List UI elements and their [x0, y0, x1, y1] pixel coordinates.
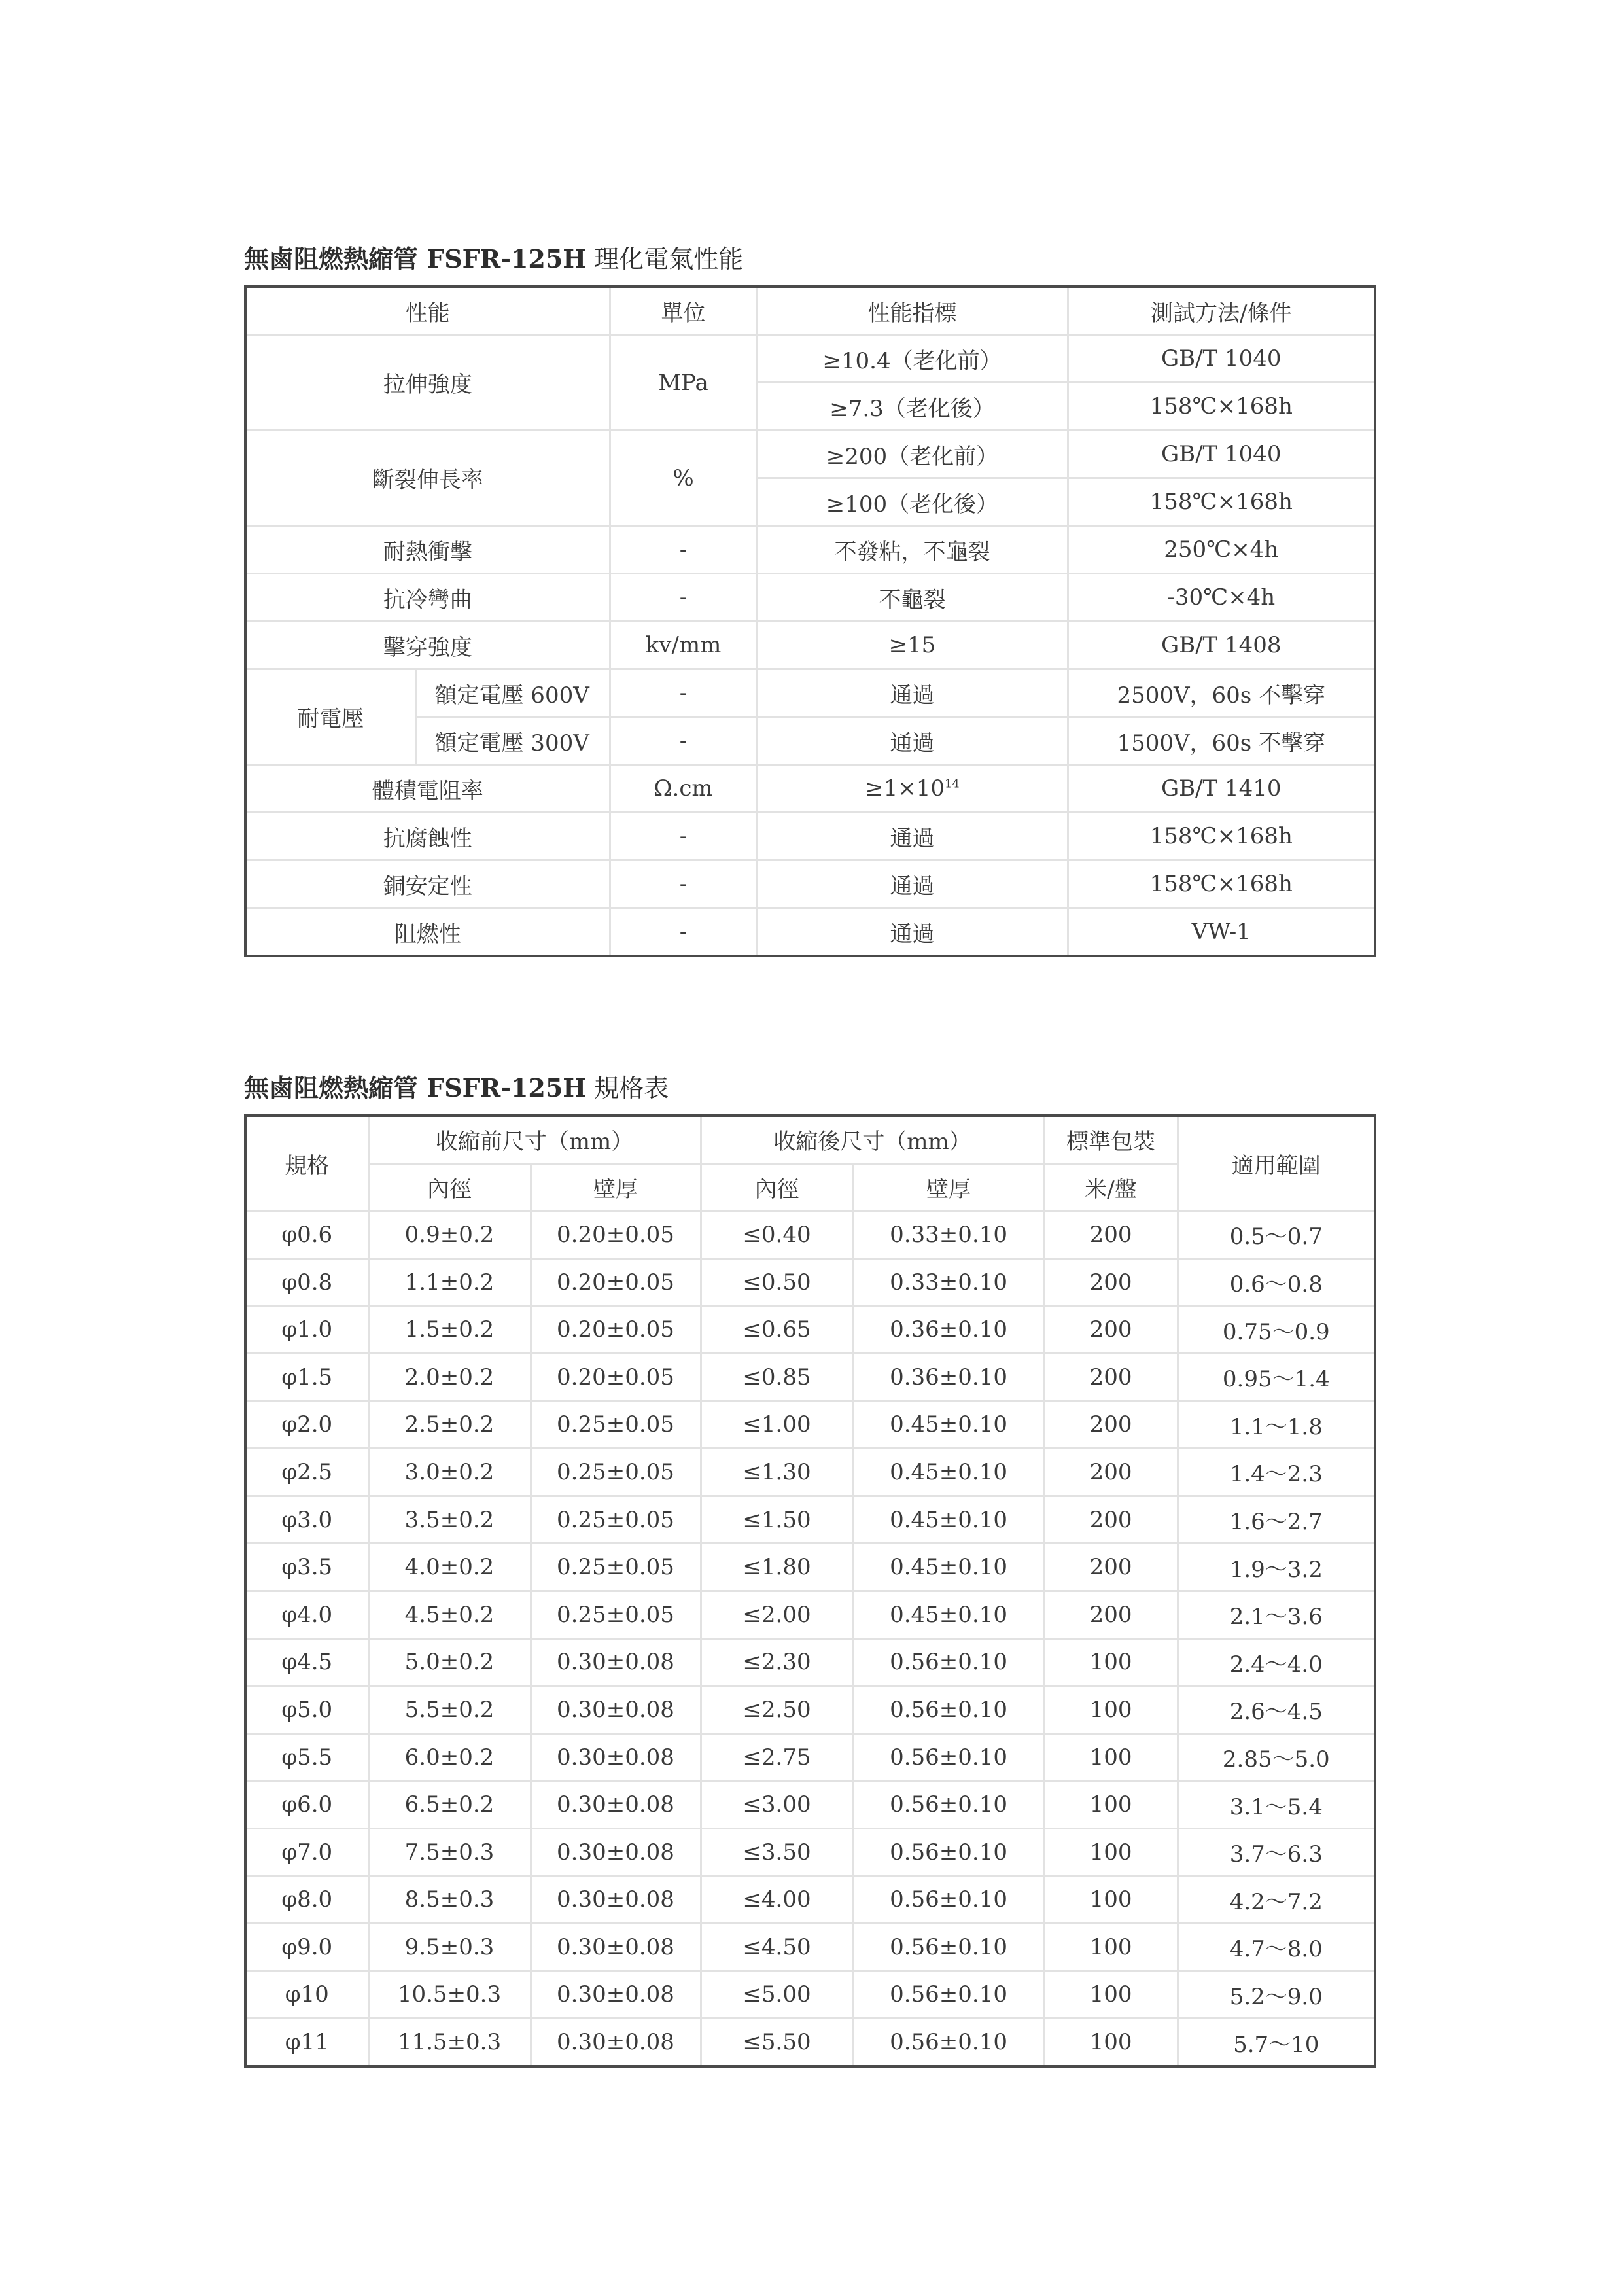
range-cell: 0.95～1.4 — [1178, 1353, 1375, 1401]
resistivity-spec: $\ge 1\times 10^{14}$ — [757, 765, 1068, 813]
table-row — [245, 1353, 1375, 1401]
inner-after-cell: ≤5.00 — [701, 1971, 853, 2019]
table-row — [245, 1211, 1375, 1259]
range-cell: 4.2～7.2 — [1178, 1876, 1375, 1924]
inner-after-cell: ≤0.85 — [701, 1353, 853, 1401]
inner-after-cell: ≤5.50 — [701, 2019, 853, 2066]
range-cell: 1.9～3.2 — [1178, 1544, 1375, 1591]
table-row — [245, 431, 1375, 478]
package-cell: 100 — [1044, 1971, 1178, 2019]
wall-after-cell: 0.33±0.10 — [853, 1211, 1044, 1259]
spec-cell: φ3.0 — [245, 1496, 368, 1544]
table-row — [245, 1306, 1375, 1354]
wall-before-cell: 0.25±0.05 — [531, 1449, 701, 1496]
wall-after-cell: 0.33±0.10 — [853, 1258, 1044, 1306]
wall-after-cell: 0.56±0.10 — [853, 1733, 1044, 1781]
table-row — [245, 335, 1375, 383]
table-row — [245, 1638, 1375, 1686]
table-row — [245, 1449, 1375, 1496]
copper-unit: - — [610, 860, 757, 908]
header-after: 收縮後尺寸（mm） — [701, 1116, 1044, 1163]
table-row — [245, 1591, 1375, 1638]
inner-before-cell: 5.5±0.2 — [368, 1686, 531, 1734]
tensile-label: 拉伸強度 — [245, 335, 610, 431]
wall-after-cell: 0.56±0.10 — [853, 1924, 1044, 1971]
wall-before-cell: 0.25±0.05 — [531, 1591, 701, 1638]
table-row — [245, 1876, 1375, 1924]
wall-before-cell: 0.30±0.08 — [531, 1828, 701, 1876]
cold-bend-method: -30℃×4h — [1068, 574, 1375, 622]
wall-before-cell: 0.25±0.05 — [531, 1544, 701, 1591]
table-row — [245, 1544, 1375, 1591]
elongation-unit: % — [610, 431, 757, 526]
wall-after-cell: 0.45±0.10 — [853, 1401, 1044, 1449]
inner-after-cell: ≤1.80 — [701, 1544, 853, 1591]
header-spec: 性能指標 — [757, 287, 1068, 335]
wall-before-cell: 0.25±0.05 — [531, 1401, 701, 1449]
resistivity-method: GB/T 1410 — [1068, 765, 1375, 813]
spec-cell: φ5.0 — [245, 1686, 368, 1734]
header-property: 性能 — [245, 287, 610, 335]
elongation-spec1: ≥200（老化前） — [757, 431, 1068, 478]
inner-after-cell: ≤2.50 — [701, 1686, 853, 1734]
wall-after-cell: 0.36±0.10 — [853, 1306, 1044, 1354]
table-row — [245, 622, 1375, 669]
table-row — [245, 908, 1375, 957]
header-spec: 規格 — [245, 1116, 368, 1211]
copper-method: 158℃×168h — [1068, 860, 1375, 908]
flame-method: VW-1 — [1068, 908, 1375, 957]
inner-before-cell: 6.5±0.2 — [368, 1781, 531, 1829]
table-row — [245, 526, 1375, 574]
elongation-method2: 158℃×168h — [1068, 478, 1375, 526]
inner-after-cell: ≤0.65 — [701, 1306, 853, 1354]
inner-after-cell: ≤0.50 — [701, 1258, 853, 1306]
header-inner-after: 內徑 — [701, 1163, 853, 1211]
flame-unit: - — [610, 908, 757, 957]
spec-cell: φ2.0 — [245, 1401, 368, 1449]
voltage-sub2-method: 1500V，60s 不擊穿 — [1068, 717, 1375, 765]
voltage-sub1-spec: 通過 — [757, 669, 1068, 717]
table-row — [245, 1733, 1375, 1781]
package-cell: 200 — [1044, 1353, 1178, 1401]
cold-bend-unit: - — [610, 574, 757, 622]
properties-table — [244, 285, 1376, 957]
corrosion-method: 158℃×168h — [1068, 813, 1375, 860]
spec-cell: φ8.0 — [245, 1876, 368, 1924]
spec-cell: φ1.5 — [245, 1353, 368, 1401]
copper-spec: 通過 — [757, 860, 1068, 908]
wall-after-cell: 0.45±0.10 — [853, 1591, 1044, 1638]
package-cell: 100 — [1044, 1686, 1178, 1734]
table-row — [245, 1781, 1375, 1829]
table-row — [245, 765, 1375, 813]
package-cell: 200 — [1044, 1496, 1178, 1544]
inner-before-cell: 5.0±0.2 — [368, 1638, 531, 1686]
package-cell: 100 — [1044, 1781, 1178, 1829]
wall-before-cell: 0.25±0.05 — [531, 1496, 701, 1544]
tensile-spec2: ≥7.3（老化後） — [757, 383, 1068, 431]
table-row — [245, 1828, 1375, 1876]
spec-cell: φ6.0 — [245, 1781, 368, 1829]
wall-before-cell: 0.30±0.08 — [531, 2019, 701, 2066]
package-cell: 200 — [1044, 1591, 1178, 1638]
heat-shock-spec: 不發粘，不龜裂 — [757, 526, 1068, 574]
wall-after-cell: 0.56±0.10 — [853, 1638, 1044, 1686]
inner-after-cell: ≤2.00 — [701, 1591, 853, 1638]
range-cell: 3.1～5.4 — [1178, 1781, 1375, 1829]
voltage-sub2-unit: - — [610, 717, 757, 765]
inner-before-cell: 4.5±0.2 — [368, 1591, 531, 1638]
properties-title: 無鹵阻燃熱縮管 FSFR-125H 理化電氣性能 — [244, 244, 744, 274]
resistivity-exponent: 14 — [944, 777, 960, 791]
range-cell: 0.75～0.9 — [1178, 1306, 1375, 1354]
header-package: 標準包裝 — [1044, 1116, 1178, 1163]
inner-after-cell: ≤0.40 — [701, 1211, 853, 1259]
package-cell: 200 — [1044, 1306, 1178, 1354]
spec-cell: φ1.0 — [245, 1306, 368, 1354]
package-cell: 100 — [1044, 2019, 1178, 2066]
wall-after-cell: 0.56±0.10 — [853, 1686, 1044, 1734]
table-row — [245, 1971, 1375, 2019]
heat-shock-unit: - — [610, 526, 757, 574]
wall-before-cell: 0.20±0.05 — [531, 1258, 701, 1306]
range-cell: 5.2～9.0 — [1178, 1971, 1375, 2019]
cold-bend-spec: 不龜裂 — [757, 574, 1068, 622]
table-row — [245, 1258, 1375, 1306]
elongation-method1: GB/T 1040 — [1068, 431, 1375, 478]
flame-spec: 通過 — [757, 908, 1068, 957]
spec-cell: φ5.5 — [245, 1733, 368, 1781]
tensile-spec1: ≥10.4（老化前） — [757, 335, 1068, 383]
inner-after-cell: ≤2.30 — [701, 1638, 853, 1686]
cold-bend-label: 抗冷彎曲 — [245, 574, 610, 622]
inner-before-cell: 8.5±0.3 — [368, 1876, 531, 1924]
voltage-sub1-unit: - — [610, 669, 757, 717]
inner-after-cell: ≤1.30 — [701, 1449, 853, 1496]
header-method: 測試方法/條件 — [1068, 287, 1375, 335]
wall-after-cell: 0.36±0.10 — [853, 1353, 1044, 1401]
table-row — [245, 2019, 1375, 2066]
inner-before-cell: 2.5±0.2 — [368, 1401, 531, 1449]
tensile-method1: GB/T 1040 — [1068, 335, 1375, 383]
package-cell: 200 — [1044, 1211, 1178, 1259]
voltage-label: 耐電壓 — [245, 669, 415, 765]
elongation-spec2: ≥100（老化後） — [757, 478, 1068, 526]
wall-after-cell: 0.45±0.10 — [853, 1449, 1044, 1496]
header-unit: 單位 — [610, 287, 757, 335]
inner-before-cell: 7.5±0.3 — [368, 1828, 531, 1876]
breakdown-method: GB/T 1408 — [1068, 622, 1375, 669]
resistivity-unit: Ω.cm — [610, 765, 757, 813]
spec-cell: φ2.5 — [245, 1449, 368, 1496]
package-cell: 100 — [1044, 1924, 1178, 1971]
inner-before-cell: 0.9±0.2 — [368, 1211, 531, 1259]
inner-after-cell: ≤4.50 — [701, 1924, 853, 1971]
range-cell: 1.6～2.7 — [1178, 1496, 1375, 1544]
package-cell: 200 — [1044, 1449, 1178, 1496]
range-cell: 2.85～5.0 — [1178, 1733, 1375, 1781]
package-cell: 100 — [1044, 1876, 1178, 1924]
spec-title: 無鹵阻燃熱縮管 FSFR-125H 規格表 — [244, 1073, 669, 1103]
wall-after-cell: 0.56±0.10 — [853, 1876, 1044, 1924]
wall-before-cell: 0.30±0.08 — [531, 1781, 701, 1829]
wall-before-cell: 0.30±0.08 — [531, 1733, 701, 1781]
corrosion-label: 抗腐蝕性 — [245, 813, 610, 860]
voltage-sub1-label: 額定電壓 600V — [415, 669, 610, 717]
flame-label: 阻燃性 — [245, 908, 610, 957]
range-cell: 3.7～6.3 — [1178, 1828, 1375, 1876]
spec-cell: φ10 — [245, 1971, 368, 2019]
breakdown-unit: kv/mm — [610, 622, 757, 669]
wall-before-cell: 0.30±0.08 — [531, 1924, 701, 1971]
inner-before-cell: 9.5±0.3 — [368, 1924, 531, 1971]
range-cell: 5.7～10 — [1178, 2019, 1375, 2066]
range-cell: 1.4～2.3 — [1178, 1449, 1375, 1496]
spec-section — [244, 1072, 1374, 2068]
heat-shock-method: 250℃×4h — [1068, 526, 1375, 574]
table-row — [245, 1924, 1375, 1971]
spec-cell: φ3.5 — [245, 1544, 368, 1591]
package-cell: 200 — [1044, 1401, 1178, 1449]
spec-cell: φ9.0 — [245, 1924, 368, 1971]
breakdown-spec: ≥15 — [757, 622, 1068, 669]
corrosion-unit: - — [610, 813, 757, 860]
voltage-sub2-label: 額定電壓 300V — [415, 717, 610, 765]
wall-before-cell: 0.20±0.05 — [531, 1306, 701, 1354]
tensile-method2: 158℃×168h — [1068, 383, 1375, 431]
spec-table-body — [245, 1211, 1375, 2066]
package-cell: 100 — [1044, 1638, 1178, 1686]
table-row — [245, 717, 1375, 765]
range-cell: 0.5～0.7 — [1178, 1211, 1375, 1259]
spec-cell: φ4.0 — [245, 1591, 368, 1638]
table-row — [245, 813, 1375, 860]
inner-after-cell: ≤1.00 — [701, 1401, 853, 1449]
inner-before-cell: 6.0±0.2 — [368, 1733, 531, 1781]
table-header-row — [245, 287, 1375, 335]
range-cell: 2.4～4.0 — [1178, 1638, 1375, 1686]
table-row — [245, 574, 1375, 622]
header-range: 適用範圍 — [1178, 1116, 1375, 1211]
spec-cell: φ0.8 — [245, 1258, 368, 1306]
tensile-unit: MPa — [610, 335, 757, 431]
table-row — [245, 1401, 1375, 1449]
inner-before-cell: 11.5±0.3 — [368, 2019, 531, 2066]
wall-after-cell: 0.45±0.10 — [853, 1544, 1044, 1591]
header-wall-before: 壁厚 — [531, 1163, 701, 1211]
elongation-label: 斷裂伸長率 — [245, 431, 610, 526]
range-cell: 1.1～1.8 — [1178, 1401, 1375, 1449]
inner-before-cell: 2.0±0.2 — [368, 1353, 531, 1401]
wall-before-cell: 0.20±0.05 — [531, 1211, 701, 1259]
properties-section — [244, 243, 1374, 957]
copper-label: 銅安定性 — [245, 860, 610, 908]
wall-after-cell: 0.45±0.10 — [853, 1496, 1044, 1544]
table-header-row — [245, 1116, 1375, 1163]
range-cell: 4.7～8.0 — [1178, 1924, 1375, 1971]
wall-before-cell: 0.30±0.08 — [531, 1686, 701, 1734]
inner-after-cell: ≤3.00 — [701, 1781, 853, 1829]
resistivity-label: 體積電阻率 — [245, 765, 610, 813]
wall-after-cell: 0.56±0.10 — [853, 2019, 1044, 2066]
package-cell: 100 — [1044, 1733, 1178, 1781]
table-row — [245, 1686, 1375, 1734]
spec-table — [244, 1114, 1376, 2068]
inner-before-cell: 3.5±0.2 — [368, 1496, 531, 1544]
inner-after-cell: ≤4.00 — [701, 1876, 853, 1924]
inner-after-cell: ≤1.50 — [701, 1496, 853, 1544]
package-cell: 100 — [1044, 1828, 1178, 1876]
spec-cell: φ0.6 — [245, 1211, 368, 1259]
wall-before-cell: 0.30±0.08 — [531, 1638, 701, 1686]
wall-before-cell: 0.30±0.08 — [531, 1876, 701, 1924]
header-wall-after: 壁厚 — [853, 1163, 1044, 1211]
header-package-unit: 米/盤 — [1044, 1163, 1178, 1211]
range-cell: 0.6～0.8 — [1178, 1258, 1375, 1306]
range-cell: 2.6～4.5 — [1178, 1686, 1375, 1734]
voltage-sub2-spec: 通過 — [757, 717, 1068, 765]
heat-shock-label: 耐熱衝擊 — [245, 526, 610, 574]
inner-before-cell: 10.5±0.3 — [368, 1971, 531, 2019]
spec-cell: φ11 — [245, 2019, 368, 2066]
spec-cell: φ7.0 — [245, 1828, 368, 1876]
range-cell: 2.1～3.6 — [1178, 1591, 1375, 1638]
inner-before-cell: 1.5±0.2 — [368, 1306, 531, 1354]
header-inner-before: 內徑 — [368, 1163, 531, 1211]
table-row — [245, 860, 1375, 908]
voltage-sub1-method: 2500V，60s 不擊穿 — [1068, 669, 1375, 717]
wall-after-cell: 0.56±0.10 — [853, 1971, 1044, 2019]
wall-before-cell: 0.20±0.05 — [531, 1353, 701, 1401]
wall-after-cell: 0.56±0.10 — [853, 1828, 1044, 1876]
inner-after-cell: ≤2.75 — [701, 1733, 853, 1781]
inner-before-cell: 3.0±0.2 — [368, 1449, 531, 1496]
spec-cell: φ4.5 — [245, 1638, 368, 1686]
header-before: 收縮前尺寸（mm） — [368, 1116, 701, 1163]
table-row — [245, 669, 1375, 717]
package-cell: 200 — [1044, 1544, 1178, 1591]
package-cell: 200 — [1044, 1258, 1178, 1306]
breakdown-label: 擊穿強度 — [245, 622, 610, 669]
inner-after-cell: ≤3.50 — [701, 1828, 853, 1876]
corrosion-spec: 通過 — [757, 813, 1068, 860]
inner-before-cell: 1.1±0.2 — [368, 1258, 531, 1306]
wall-after-cell: 0.56±0.10 — [853, 1781, 1044, 1829]
inner-before-cell: 4.0±0.2 — [368, 1544, 531, 1591]
table-row — [245, 1496, 1375, 1544]
wall-before-cell: 0.30±0.08 — [531, 1971, 701, 2019]
